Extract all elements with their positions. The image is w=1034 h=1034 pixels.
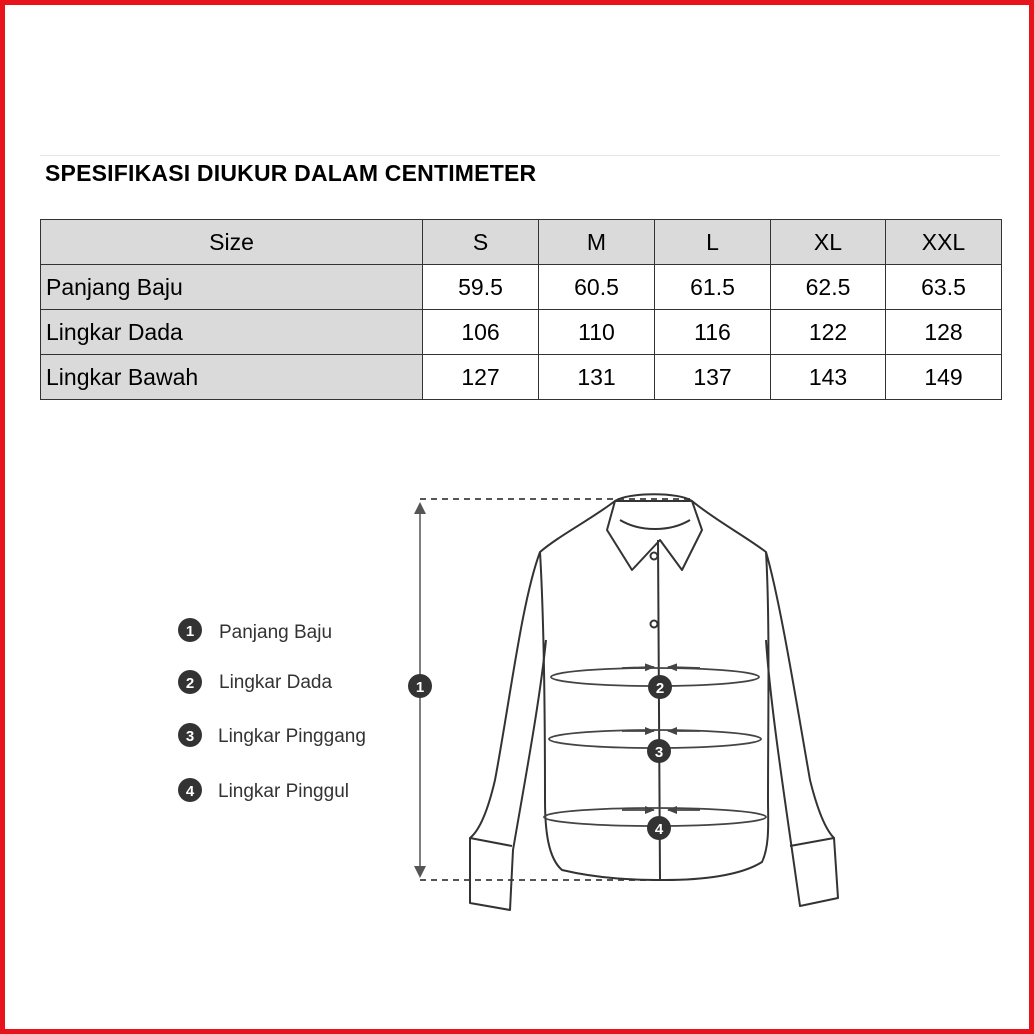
table-cell: 59.5 (423, 265, 539, 310)
collar-band (620, 520, 690, 529)
legend-number: 1 (185, 623, 195, 640)
legend-number: 2 (185, 675, 195, 692)
table-cell: 127 (423, 355, 539, 400)
legend-label: Lingkar Pinggang (218, 726, 366, 747)
page-title: SPESIFIKASI DIUKUR DALAM CENTIMETER (45, 160, 537, 186)
table-cell: 62.5 (771, 265, 886, 310)
row-label: Lingkar Dada (41, 310, 423, 355)
row-label: Panjang Baju (41, 265, 423, 310)
buttons (651, 553, 658, 628)
table-cell: 110 (539, 310, 655, 355)
legend-item (178, 670, 332, 694)
right-sleeve-outline (766, 552, 838, 906)
header-l: L (655, 220, 771, 265)
table-cell: 60.5 (539, 265, 655, 310)
table-cell: 143 (771, 355, 886, 400)
button-icon (651, 621, 658, 628)
legend-item (178, 723, 366, 747)
chest-arrow-right (668, 667, 700, 668)
left-cuff (470, 838, 512, 846)
table-cell: 137 (655, 355, 771, 400)
header-xl: XL (771, 220, 886, 265)
chest-arrow-left (622, 667, 654, 668)
table-cell: 116 (655, 310, 771, 355)
right-cuff (790, 838, 834, 846)
legend-label: Lingkar Pinggul (218, 781, 349, 802)
legend-label: Lingkar Dada (219, 672, 333, 693)
legend-item (178, 778, 349, 802)
legend-number: 4 (185, 783, 195, 800)
arrow-down-icon (414, 866, 426, 878)
button-icon (651, 553, 658, 560)
table-cell: 128 (886, 310, 1002, 355)
header-m: M (539, 220, 655, 265)
row-label: Lingkar Bawah (41, 355, 423, 400)
table-cell: 131 (539, 355, 655, 400)
legend-label: Panjang Baju (219, 622, 333, 643)
header-s: S (423, 220, 539, 265)
legend-number: 3 (185, 728, 195, 745)
header-xxl: XXL (886, 220, 1002, 265)
table-cell: 61.5 (655, 265, 771, 310)
diagram-marker-number: 1 (415, 679, 425, 696)
diagram-marker-number: 3 (654, 744, 664, 761)
diagram-marker-number: 4 (654, 821, 664, 838)
diagram-marker-number: 2 (655, 680, 665, 697)
left-sleeve-outline (470, 552, 546, 910)
table-cell: 149 (886, 355, 1002, 400)
legend (178, 618, 366, 802)
table-cell: 122 (771, 310, 886, 355)
legend-item (178, 618, 332, 643)
header-size: Size (41, 220, 423, 265)
length-measure (408, 499, 690, 880)
table-cell: 63.5 (886, 265, 1002, 310)
table-cell: 106 (423, 310, 539, 355)
arrow-up-icon (414, 502, 426, 514)
